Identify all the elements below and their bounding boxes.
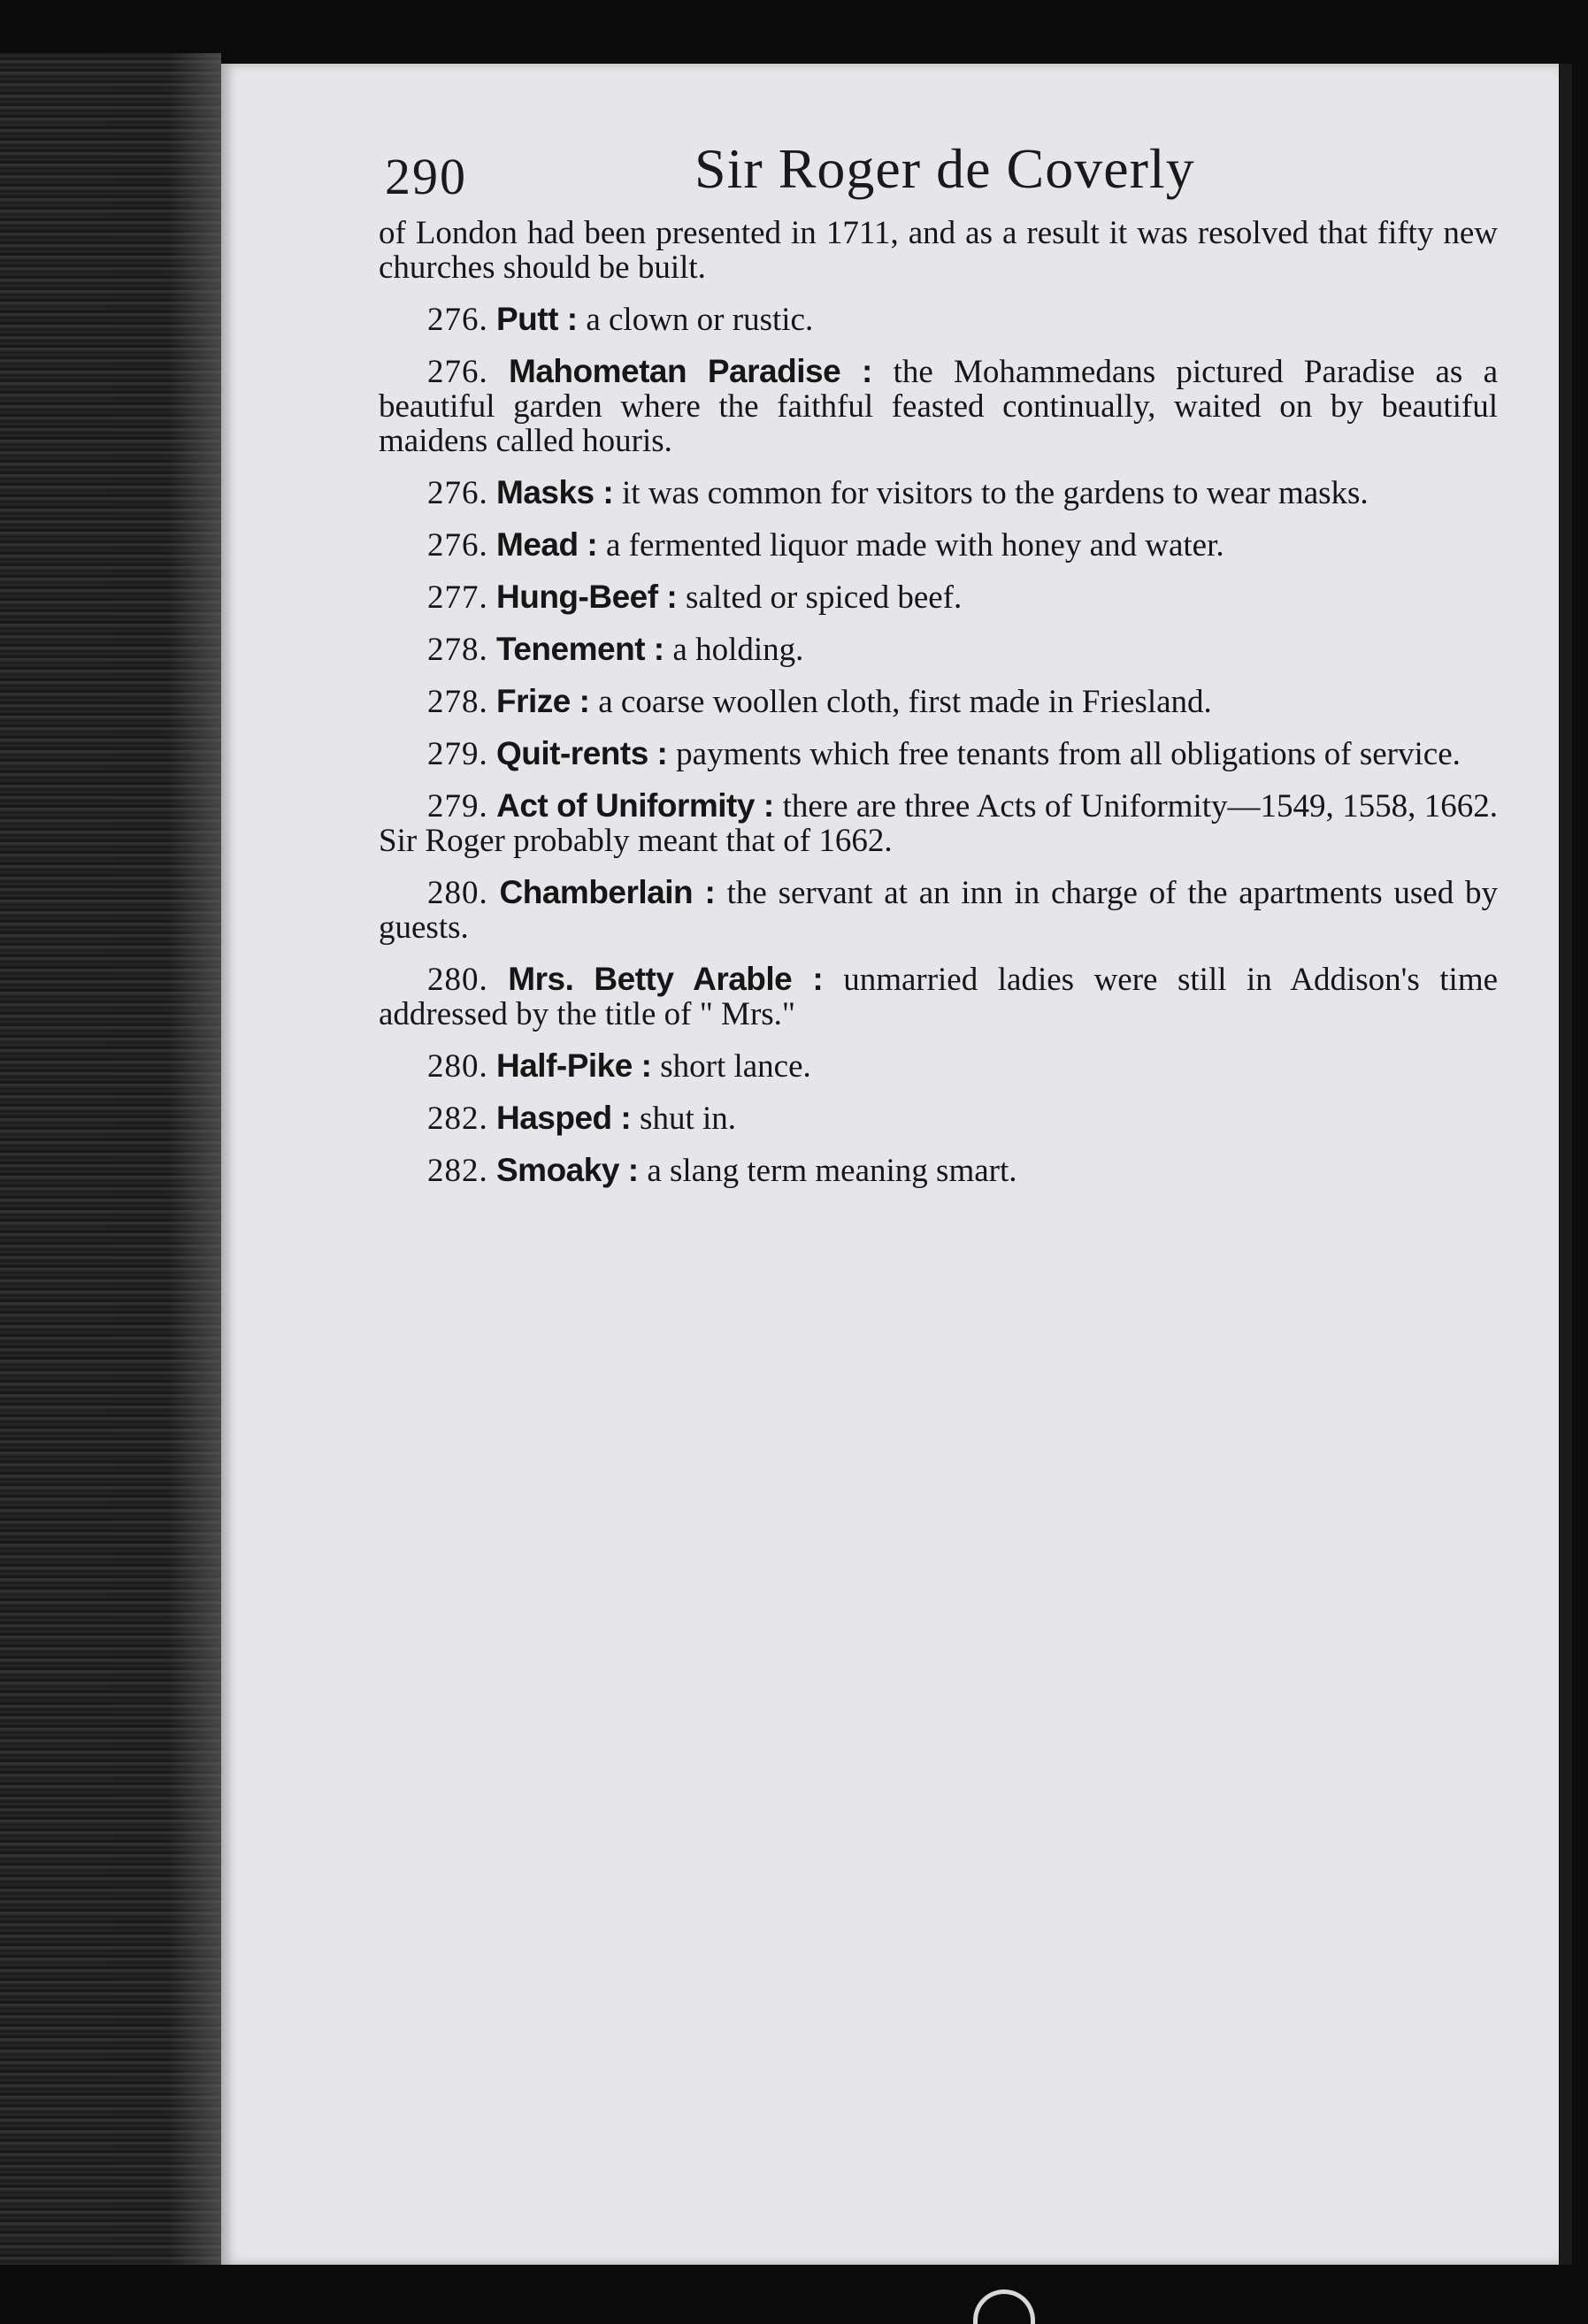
note-term: Half-Pike [496, 1047, 633, 1084]
page-header [385, 126, 1446, 223]
note-entry: 280. Mrs. Betty Arable : unmarried ladies were still in Addison's time addressed by the title of " Mrs." [379, 961, 1499, 1032]
running-title: Sir Roger de Coverly [694, 137, 1195, 200]
note-number: 278. [427, 632, 488, 668]
note-term: Frize [496, 683, 571, 719]
note-entry: 279. Act of Uniformity : there are three Acts of Uniformity—1549, 1558, 1662. Sir Roger probably meant that of 1662. [379, 787, 1498, 859]
note-definition: a fermented liquor made with honey and water. [605, 527, 1224, 564]
note-number: 280. [427, 962, 488, 998]
continuation-text: of London had been presented in 1711, and as a result it was resolved that fifty new churches should be built. [379, 215, 1498, 286]
note-number: 278. [427, 684, 488, 720]
note-definition: it was common for visitors to the gardens to wear masks. [622, 475, 1369, 511]
note-term: Hasped [496, 1100, 612, 1136]
note-entry: 277. Hung-Beef : salted or spiced beef. [427, 579, 963, 616]
note-term: Smoaky [496, 1152, 619, 1188]
note-term: Mead [496, 526, 579, 563]
note-entry: 279. Quit-rents : payments which free tenants from all obligations of service. [427, 735, 1461, 772]
note-definition: a coarse woollen cloth, first made in Friesland. [598, 684, 1212, 720]
note-entry: 276. Putt : a clown or rustic. [427, 301, 814, 338]
note-definition: a slang term meaning smart. [647, 1153, 1017, 1189]
note-term: Chamberlain [499, 874, 694, 910]
note-number: 280. [427, 875, 488, 911]
note-entry: 276. Masks : it was common for visitors to the gardens to wear masks. [427, 474, 1369, 511]
note-entry: 280. Half-Pike : short lance. [427, 1047, 811, 1085]
note-number: 279. [427, 736, 488, 772]
note-term: Quit-rents [496, 735, 648, 771]
note-number: 280. [427, 1048, 488, 1085]
note-term: Hung-Beef [496, 579, 658, 615]
note-term: Putt [496, 301, 558, 337]
continuation-paragraph [379, 216, 1498, 285]
note-number: 276. [427, 354, 488, 390]
note-term: Act of Uniformity [496, 787, 755, 824]
book-binding-edge [0, 53, 221, 2265]
note-definition: payments which free tenants from all obligations of service. [676, 736, 1461, 772]
note-term: Mahometan Paradise [509, 353, 841, 389]
note-definition: shut in. [640, 1101, 737, 1137]
note-definition: unmarried ladies were still in Addison's time addressed by the title of " Mrs." [379, 962, 1499, 1032]
note-number: 282. [427, 1101, 488, 1137]
note-number: 276. [427, 475, 488, 511]
note-number: 277. [427, 579, 488, 616]
note-definition: a clown or rustic. [586, 302, 814, 338]
book-page [221, 64, 1559, 2265]
note-definition: the servant at an inn in charge of the apartments used by guests. [379, 875, 1499, 946]
note-entry: 278. Frize : a coarse woollen cloth, first made in Friesland. [427, 683, 1212, 720]
note-term: Tenement [496, 631, 646, 667]
note-term: Mrs. Betty Arable [508, 961, 793, 997]
note-definition: the Mohammedans pictured Paradise as a beautiful garden where the faithful feasted continually, waited on by beautiful maidens called houris. [379, 354, 1498, 459]
note-term: Masks [496, 474, 595, 510]
note-entry: 280. Chamberlain : the servant at an inn in charge of the apartments used by guests. [379, 874, 1499, 946]
note-definition: there are three Acts of Uniformity—1549, 1558, 1662. Sir Roger probably meant that of 1662. [379, 788, 1498, 859]
note-entry: 276. Mead : a fermented liquor made with honey and water. [427, 526, 1224, 564]
note-entry: 278. Tenement : a holding. [427, 631, 804, 668]
note-entry: 282. Hasped : shut in. [427, 1100, 737, 1137]
note-number: 276. [427, 527, 488, 564]
note-entry: 282. Smoaky : a slang term meaning smart. [427, 1152, 1017, 1189]
note-number: 279. [427, 788, 488, 825]
note-number: 276. [427, 302, 488, 338]
page-right-edge [1560, 64, 1572, 2265]
note-definition: short lance. [660, 1048, 811, 1085]
note-definition: a holding. [672, 632, 804, 668]
note-definition: salted or spiced beef. [685, 579, 963, 616]
page-number: 290 [385, 148, 467, 205]
note-entry: 276. Mahometan Paradise : the Mohammedans pictured Paradise as a beautiful garden where the faithful feasted continually, waited on by beautiful maidens called houris. [379, 353, 1498, 459]
notes-body [379, 216, 1498, 1205]
note-number: 282. [427, 1153, 488, 1189]
